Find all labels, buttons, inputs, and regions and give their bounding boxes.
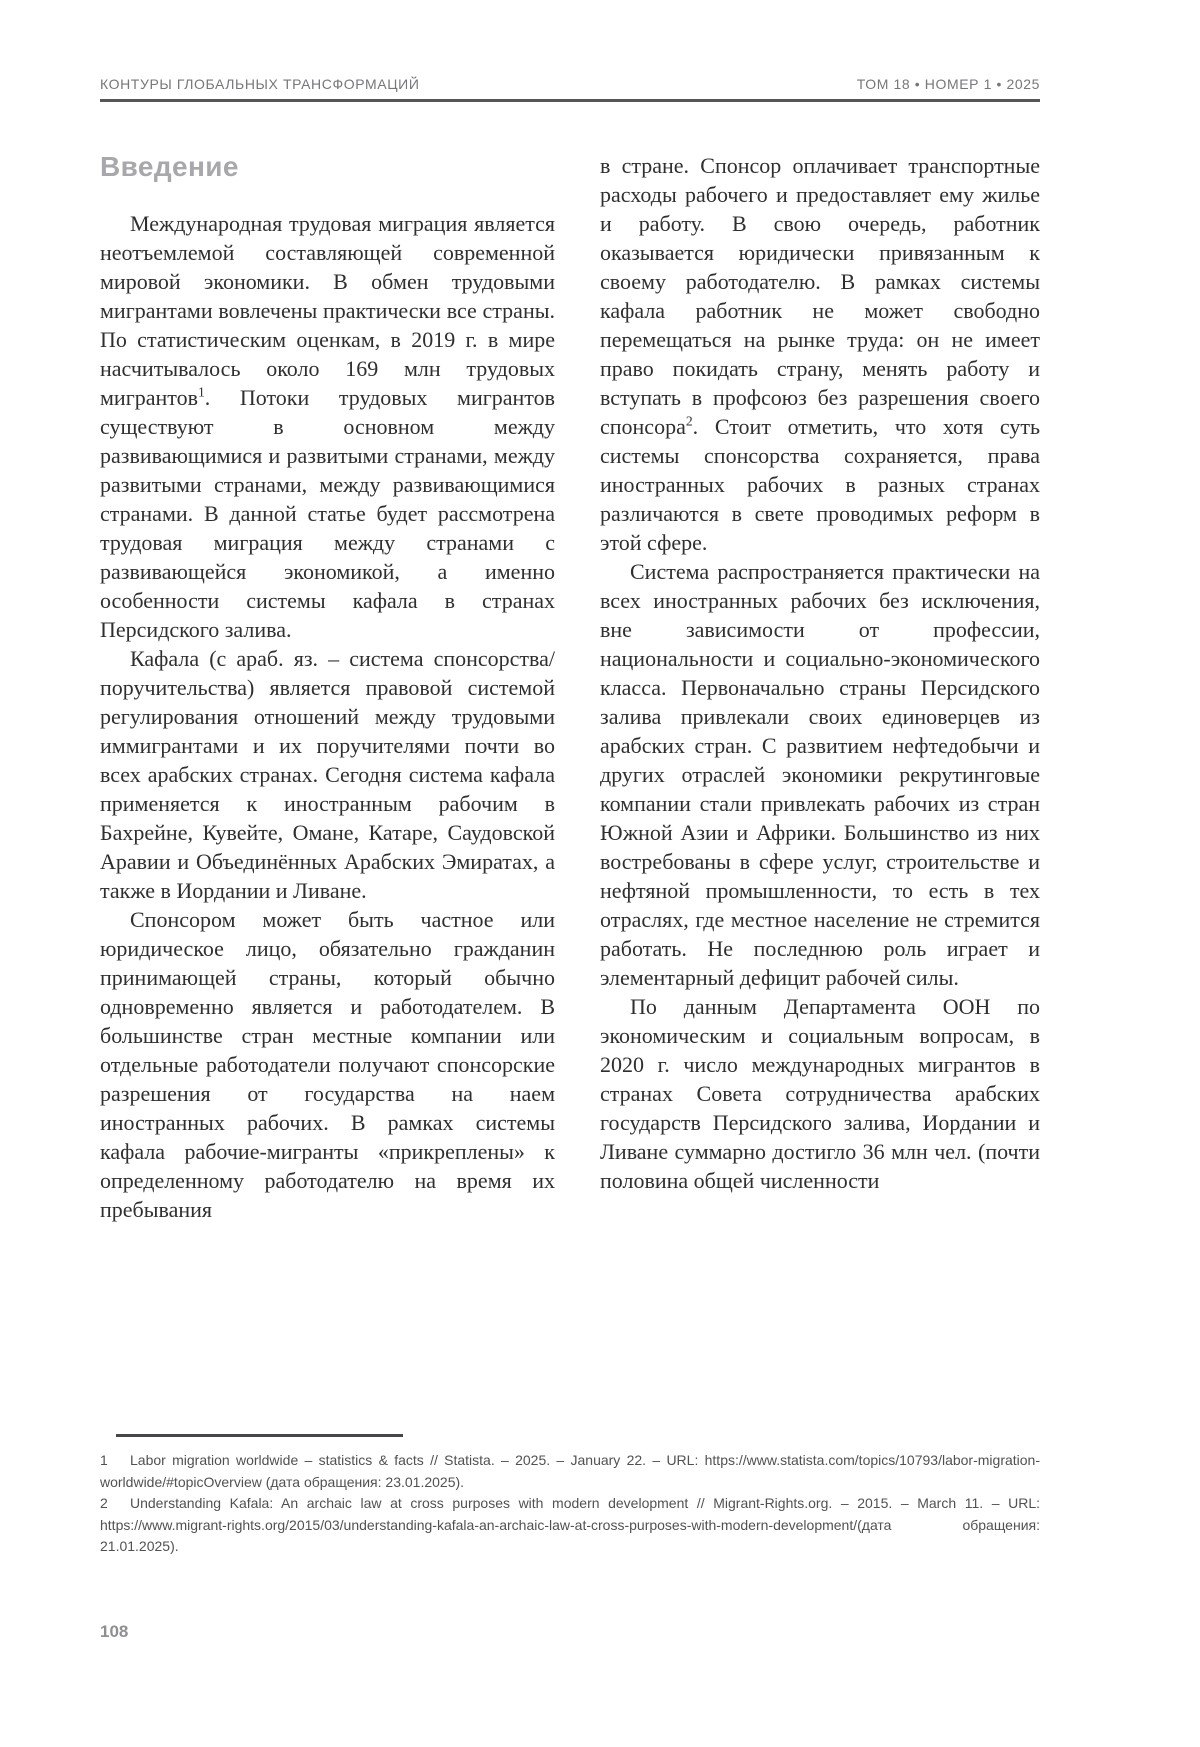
footnote-separator-rule (116, 1434, 403, 1437)
footnote-number: 1 (100, 1452, 108, 1468)
paragraph-kafala-definition: Кафала (с араб. яз. – система спонсорства/поручительства) является правовой системой регулирования отношений между трудовыми иммигрантами и их поручителями почти во всех арабских странах. Сегодня система кафала применяется к иностранным рабочим в Бахрейне, Кувейте, Омане, Катаре, Саудовской Аравии и Объединённых Арабских Эмиратах, а также в Иордании и Ливане. (100, 646, 555, 903)
paragraph-un-data: По данным Департамента ООН по экономическим и социальным вопросам, в 2020 г. число международных мигрантов в странах Совета сотрудничества арабских государств Персидского залива, Иордании и Ливане суммарно достигло 36 млн чел. (почти половина общей численности (600, 994, 1040, 1193)
paragraph-intl-labor-migration (100, 209, 555, 644)
footnote-ref-2[interactable]: 2 (685, 413, 693, 429)
paragraph-text: . Стоит отметить, что хотя суть системы спонсорства сохраняется, права иностранных рабочих в разных странах различаются в свете проводимых реформ в этой сфере. (600, 414, 1040, 555)
footnote-2 (100, 1493, 1040, 1558)
two-column-body (100, 151, 1040, 1224)
running-head-journal-title: КОНТУРЫ ГЛОБАЛЬНЫХ ТРАНСФОРМАЦИЙ (100, 76, 420, 92)
running-head-issue-info: ТОМ 18 • НОМЕР 1 • 2025 (856, 76, 1040, 92)
paragraph-text: в стране. Спонсор оплачивает транспортные расходы рабочего и предоставляет ему жилье и работу. В свою очередь, работник оказывается юридически привязанным к своему работодателю. В рамках системы кафала работник не может свободно перемещаться на рынке труда: он не имеет право покидать страну, менять работу и вступать в профсоюз без разрешения своего спонсора (600, 153, 1040, 439)
footnote-ref-1[interactable]: 1 (197, 384, 205, 400)
footnote-number: 2 (100, 1495, 108, 1511)
paragraph-sponsor-description: Спонсором может быть частное или юридическое лицо, обязательно гражданин принимающей страны, который обычно одновременно является и работодателем. В большинстве стран местные компании или отдельные работодатели получают спонсорские разрешения от государства на наем иностранных рабочих. В рамках системы кафала рабочие-мигранты «прикреплены» к определенному работодателю на время их пребывания (100, 907, 555, 1222)
paragraph-text: Международная трудовая миграция является неотъемлемой составляющей современной мировой экономики. В обмен трудовыми мигрантами вовлечены практически все страны. По статистическим оценкам, в 2019 г. в мире насчитывалось около 169 млн трудовых мигрантов (100, 211, 555, 410)
paragraph-text: . Потоки трудовых мигрантов существуют в основном между развивающимися и развитыми странами, между развитыми странами, между развивающимися странами. В данной статье будет рассмотрена трудовая миграция между странами с развивающейся экономикой, а именно особенности системы кафала в странах Персидского залива. (100, 385, 555, 642)
section-title-introduction: Введение (100, 151, 239, 182)
paragraph-system-scope: Система распространяется практически на всех иностранных рабочих без исключения, вне зависимости от профессии, национальности и социально-экономического класса. Первоначально страны Персидского залива привлекали своих единоверцев из арабских стран. С развитием нефтедобычи и других отраслей экономики рекрутинговые компании стали привлекать рабочих из стран Южной Азии и Африки. Большинство из них востребованы в сфере услуг, строительстве и нефтяной промышленности, то есть в тех отраслях, где местное население не стремится работать. Не последнюю роль играет и элементарный дефицит рабочей силы. (600, 559, 1040, 990)
header-rule (100, 99, 1040, 102)
paragraph-sponsor-continuation (600, 151, 1040, 557)
column-left (100, 151, 555, 1224)
footnotes-block (100, 1434, 1040, 1558)
footnote-text: Understanding Kafala: An archaic law at cross purposes with modern development // Migrant-Rights.org. – 2015. – March 11. – URL: https://www.migrant-rights.org/2015/03/understanding-kafala-an-archaic-law-at-cross-purposes-with-modern-development/(дата обращения: 21.01.2025). (100, 1495, 1040, 1554)
column-right (600, 151, 1040, 1224)
footnote-text: Labor migration worldwide – statistics & facts // Statista. – 2025. – January 22. – URL: https://www.statista.com/topics/10793/labor-migration-worldwide/#topicOverview (дата обращения: 23.01.2025). (100, 1452, 1040, 1490)
footnote-1 (100, 1450, 1040, 1493)
page-number: 108 (100, 1622, 129, 1641)
